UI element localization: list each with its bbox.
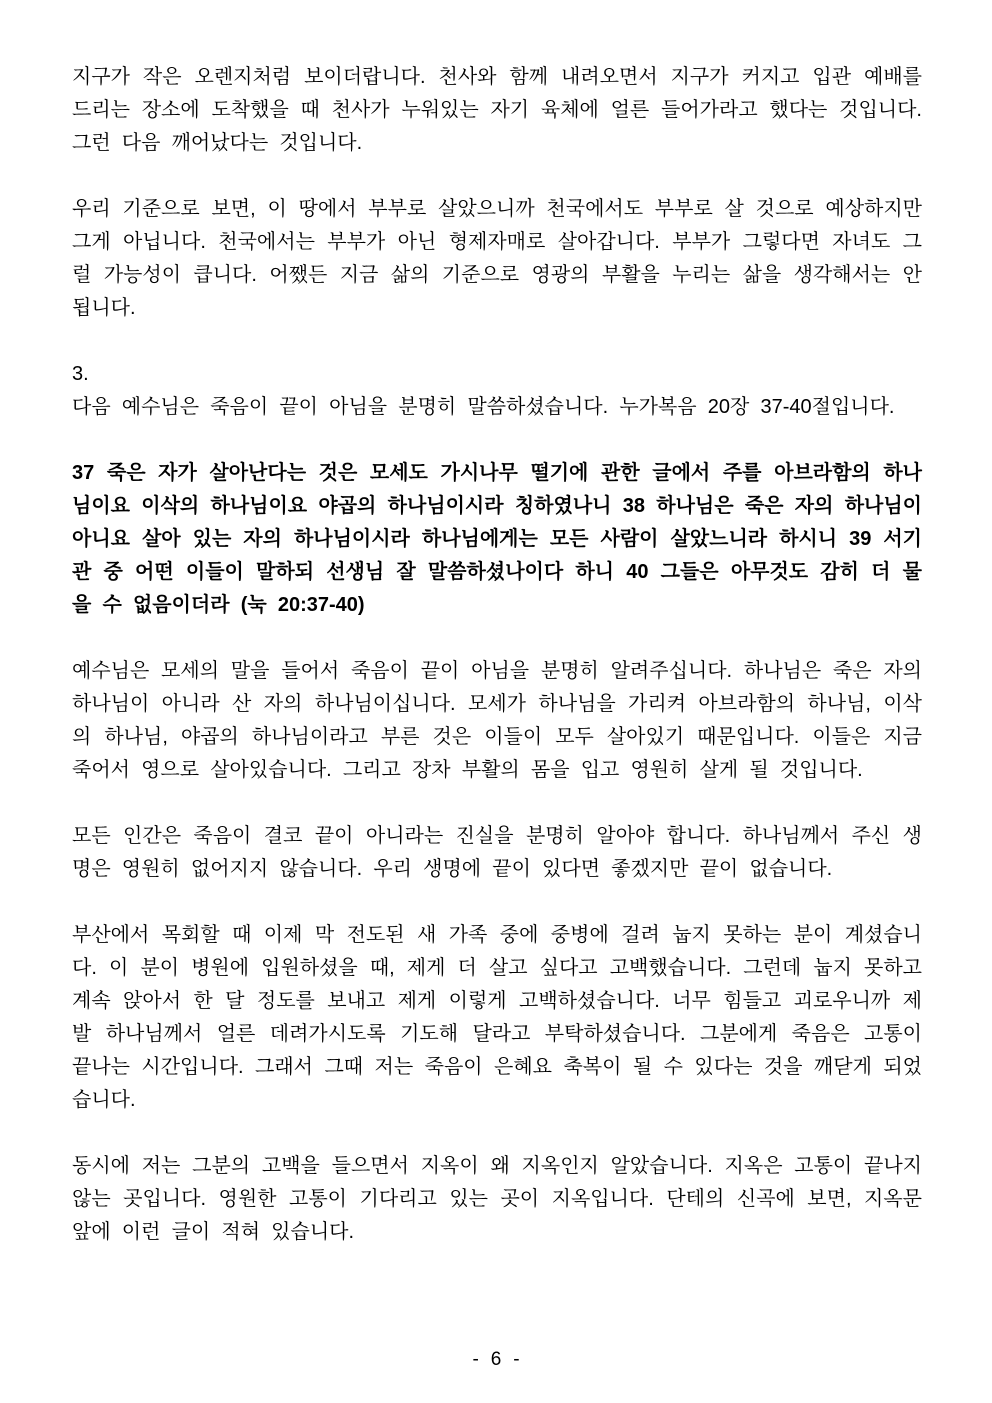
paragraph: 우리 기준으로 보면, 이 땅에서 부부로 살았으니까 천국에서도 부부로 살 것으로 예상하지만 그게 아닙니다. 천국에서는 부부가 아닌 형제자매로 살아갑니다. 부부가 그렇다면 자녀도 그럴 가능성이 큽니다. 어쨌든 지금 삶의 기준으로 영광의 부활을 누리는 삶을 생각해서는 안 됩니다. [72,198,922,319]
paragraph: 지구가 작은 오렌지처럼 보이더랍니다. 천사와 함께 내려오면서 지구가 커지고 입관 예배를 드리는 장소에 도착했을 때 천사가 누워있는 자기 육체에 얼른 들어가라고 했다는 것입니다. 그런 다음 깨어났다는 것입니다. [72,66,922,154]
paragraph: 모든 인간은 죽음이 결코 끝이 아니라는 진실을 분명히 알아야 합니다. 하나님께서 주신 생명은 영원히 없어지지 않습니다. 우리 생명에 끝이 있다면 좋겠지만 끝이 없습니다. [72,825,922,880]
page-number: - 6 - [472,1349,520,1370]
paragraph: 예수님은 모세의 말을 들어서 죽음이 끝이 아님을 분명히 알려주십니다. 하나님은 죽은 자의 하나님이 아니라 산 자의 하나님이십니다. 모세가 하나님을 가리켜 아브라함의 하나님, 이삭의 하나님, 야곱의 하나님이라고 부른 것은 이들이 모두 살아있기 때문입니다. 이들은 지금 죽어서 영으로 살아있습니다. 그리고 장차 부활의 몸을 입고 영원히 살게 될 것입니다. [72,660,922,781]
document-page [72,61,922,1282]
paragraph: 부산에서 목회할 때 이제 막 전도된 새 가족 중에 중병에 걸려 눕지 못하는 분이 계셨습니다. 이 분이 병원에 입원하셨을 때, 제게 더 살고 싶다고 고백했습니다. 그런데 눕지 못하고 계속 앉아서 한 달 정도를 보내고 제게 이렇게 고백하셨습니다. 너무 힘들고 괴로우니까 제발 하나님께서 얼른 데려가시도록 기도해 달라고 부탁하셨습니다. 그분에게 죽음은 고통이 끝나는 시간입니다. 그래서 그때 저는 죽음이 은혜요 축복이 될 수 있다는 것을 깨닫게 되었습니다. [72,924,922,1111]
paragraph: 동시에 저는 그분의 고백을 들으면서 지옥이 왜 지옥인지 알았습니다. 지옥은 고통이 끝나지 않는 곳입니다. 영원한 고통이 기다리고 있는 곳이 지옥입니다. 단테의 신곡에 보면, 지옥문 앞에 이런 글이 적혀 있습니다. [72,1155,922,1243]
scripture-quote: 37 죽은 자가 살아난다는 것은 모세도 가시나무 떨기에 관한 글에서 주를 아브라함의 하나님이요 이삭의 하나님이요 야곱의 하나님이시라 칭하였나니 38 하나님은 죽은 자의 하나님이 아니요 살아 있는 자의 하나님이시라 하나님에게는 모든 사람이 살았느니라 하시니 39 서기관 중 어떤 이들이 말하되 선생님 잘 말씀하셨나이다 하니 40 그들은 아무것도 감히 더 물을 수 없음이더라 (눅 20:37-40) [72,462,922,616]
section-number: 3. [72,363,89,385]
paragraph: 다음 예수님은 죽음이 끝이 아님을 분명히 말씀하셨습니다. 누가복음 20장 37-40절입니다. [72,396,895,418]
